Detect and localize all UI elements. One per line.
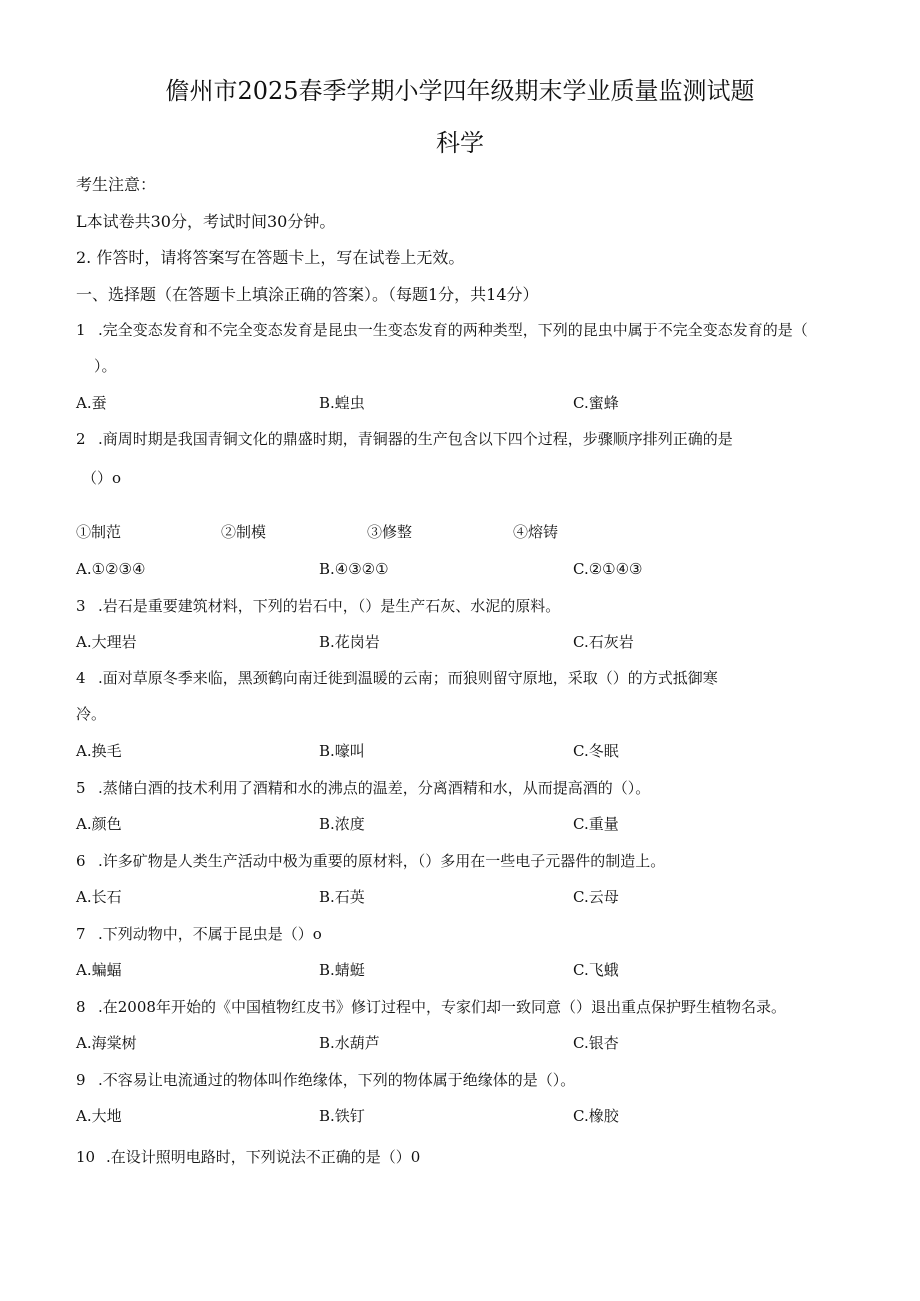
- option-a: A.海棠树: [76, 1034, 137, 1052]
- question-number: 4: [76, 669, 86, 687]
- subject-title: 科学: [436, 129, 484, 157]
- step-item: ③修整: [367, 523, 413, 541]
- option-c: C.飞蛾: [573, 961, 619, 979]
- question-text-cont: ）。: [94, 357, 117, 375]
- option-b: B.④③②①: [319, 560, 389, 578]
- option-c: C.银杏: [573, 1034, 619, 1052]
- section-heading: 一、选择题（在答题卡上填涂正确的答案）。（每题1分，共14分）: [76, 285, 539, 304]
- option-a: A.蝙蝠: [76, 961, 122, 979]
- question-text-cont: 冷。: [76, 705, 107, 723]
- option-b: B.石英: [319, 888, 365, 906]
- option-a: A.①②③④: [76, 560, 146, 578]
- option-a: A.大地: [76, 1107, 122, 1125]
- question-number: 10: [76, 1148, 96, 1166]
- option-c: C.云母: [573, 888, 619, 906]
- question-number: 2: [76, 430, 86, 448]
- option-b: B.浓度: [319, 815, 365, 833]
- option-c: C.重量: [573, 815, 619, 833]
- option-b: B.嚎叫: [319, 742, 365, 760]
- option-c: C.橡胶: [573, 1107, 619, 1125]
- question-text: .面对草原冬季来临，黑颈鹤向南迁徙到温暖的云南；而狼则留守原地，采取（）的方式抵御寒: [98, 669, 718, 687]
- option-b: B.蝗虫: [319, 394, 365, 412]
- notice-item: 2. 作答时，请将答案写在答题卡上，写在试卷上无效。: [76, 248, 465, 267]
- question-text: .许多矿物是人类生产活动中极为重要的原材料，（）多用在一些电子元器件的制造上。: [98, 852, 666, 870]
- question-text: .商周时期是我国青铜文化的鼎盛时期，青铜器的生产包含以下四个过程，步骤顺序排列正确的是: [98, 430, 733, 448]
- option-c: C.冬眠: [573, 742, 619, 760]
- question-text: .完全变态发育和不完全变态发育是昆虫一生变态发育的两种类型，下列的昆虫中属于不完全变态发育的是（: [98, 321, 808, 339]
- question-text-cont: （）o: [82, 469, 122, 487]
- step-item: ①制范: [76, 523, 122, 541]
- question-text: .不容易让电流通过的物体叫作绝缘体，下列的物体属于绝缘体的是（）。: [98, 1071, 576, 1089]
- option-b: B.花岗岩: [319, 633, 380, 651]
- notice-item: L本试卷共30分，考试时间30分钟。: [76, 212, 336, 231]
- option-b: B.铁钉: [319, 1107, 365, 1125]
- option-c: C.②①④③: [573, 560, 643, 578]
- option-a: A.换毛: [76, 742, 122, 760]
- question-text: .在2008年开始的《中国植物红皮书》修订过程中，专家们却一致同意（）退出重点保护野生植物名录。: [98, 998, 786, 1016]
- option-b: B.水葫芦: [319, 1034, 380, 1052]
- option-c: C.石灰岩: [573, 633, 634, 651]
- question-text: .蒸储白酒的技术利用了酒精和水的沸点的温差，分离酒精和水，从而提高酒的（）。: [98, 779, 651, 797]
- question-number: 1: [76, 321, 86, 339]
- question-number: 5: [76, 779, 86, 797]
- option-a: A.颜色: [76, 815, 122, 833]
- option-a: A.大理岩: [76, 633, 137, 651]
- question-text: .下列动物中，不属于昆虫是（）o: [98, 925, 322, 943]
- question-number: 7: [76, 925, 86, 943]
- question-number: 3: [76, 597, 86, 615]
- notice-heading: 考生注意：: [76, 175, 157, 194]
- question-number: 6: [76, 852, 86, 870]
- question-number: 8: [76, 998, 86, 1016]
- option-b: B.蜻蜓: [319, 961, 365, 979]
- question-number: 9: [76, 1071, 86, 1089]
- option-a: A.长石: [76, 888, 122, 906]
- step-item: ②制模: [221, 523, 267, 541]
- question-text: .在设计照明电路时，下列说法不正确的是（）0: [106, 1148, 421, 1166]
- step-item: ④熔铸: [513, 523, 559, 541]
- option-c: C.蜜蜂: [573, 394, 619, 412]
- exam-title: 儋州市2025春季学期小学四年级期末学业质量监测试题: [165, 77, 755, 105]
- option-a: A.蚕: [76, 394, 107, 412]
- question-text: .岩石是重要建筑材料，下列的岩石中，（）是生产石灰、水泥的原料。: [98, 597, 561, 615]
